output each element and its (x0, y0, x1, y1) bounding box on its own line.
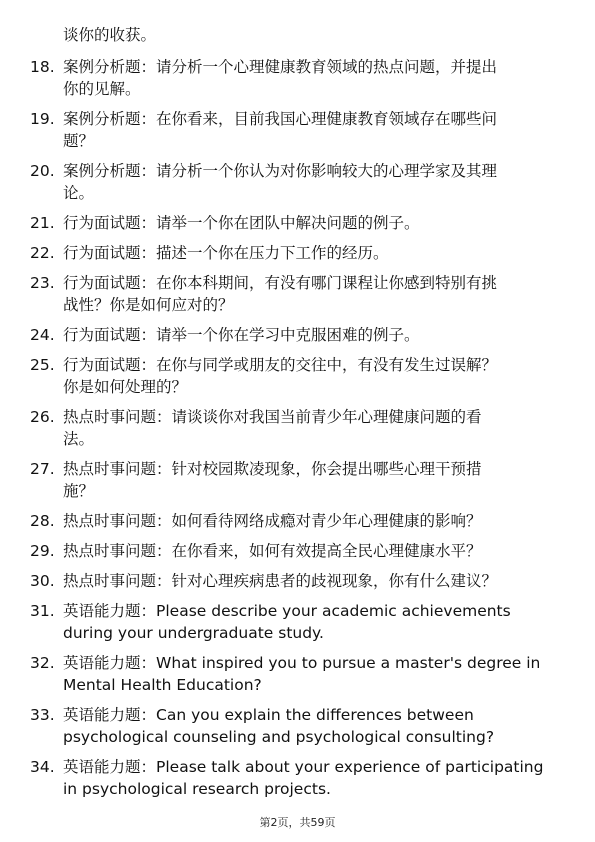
question-number: 32. (30, 654, 55, 672)
question-item (0, 242, 595, 264)
question-text: 行为面试题：请举一个你在学习中克服困难的例子。 (63, 326, 420, 344)
question-item (0, 652, 595, 696)
question-item (0, 108, 595, 152)
question-item (0, 160, 595, 204)
question-text: 行为面试题：请举一个你在团队中解决问题的例子。 (63, 214, 420, 232)
question-text: 热点时事问题：请谈谈你对我国当前青少年心理健康问题的看 法。 (63, 408, 482, 448)
question-item (0, 354, 595, 398)
question-text: 热点时事问题：在你看来，如何有效提高全民心理健康水平？ (63, 542, 482, 560)
question-number: 18. (30, 58, 55, 76)
question-number: 24. (30, 326, 55, 344)
question-item (0, 570, 595, 592)
question-text: 行为面试题：在你与同学或朋友的交往中，有没有发生过误解？ 你是如何处理的？ (63, 356, 498, 396)
question-item (0, 406, 595, 450)
question-item (0, 540, 595, 562)
continuation-text: 谈你的收获。 (63, 26, 157, 44)
question-item (0, 272, 595, 316)
question-number: 30. (30, 572, 55, 590)
question-number: 33. (30, 706, 55, 724)
question-item (0, 56, 595, 100)
question-text: 热点时事问题：针对心理疾病患者的歧视现象，你有什么建议？ (63, 572, 498, 590)
question-item (0, 458, 595, 502)
question-number: 28. (30, 512, 55, 530)
question-number: 26. (30, 408, 55, 426)
question-text: 英语能力题：What inspired you to pursue a master's degree in Mental Health Education? (63, 654, 541, 694)
question-number: 25. (30, 356, 55, 374)
question-item (0, 212, 595, 234)
question-list (0, 56, 595, 808)
question-item (0, 600, 595, 644)
question-text: 案例分析题：请分析一个心理健康教育领域的热点问题，并提出 你的见解。 (63, 58, 498, 98)
question-text: 热点时事问题：针对校园欺凌现象，你会提出哪些心理干预措 施？ (63, 460, 482, 500)
question-number: 21. (30, 214, 55, 232)
question-number: 34. (30, 758, 55, 776)
question-number: 27. (30, 460, 55, 478)
question-text: 行为面试题：在你本科期间，有没有哪门课程让你感到特别有挑 战性？你是如何应对的？ (63, 274, 498, 314)
question-number: 31. (30, 602, 55, 620)
question-item (0, 510, 595, 532)
question-text: 案例分析题：请分析一个你认为对你影响较大的心理学家及其理 论。 (63, 162, 498, 202)
question-item (0, 756, 595, 800)
question-text: 行为面试题：描述一个你在压力下工作的经历。 (63, 244, 389, 262)
question-number: 29. (30, 542, 55, 560)
question-text: 英语能力题：Please describe your academic achievements during your undergraduate study. (63, 602, 511, 642)
question-text: 英语能力题：Please talk about your experience of participating in psychological research projects. (63, 758, 544, 798)
page-footer: 第2页，共59页 (259, 816, 336, 829)
question-item (0, 324, 595, 346)
question-number: 23. (30, 274, 55, 292)
question-number: 19. (30, 110, 55, 128)
question-text: 案例分析题：在你看来，目前我国心理健康教育领域存在哪些问 题？ (63, 110, 498, 150)
question-text: 英语能力题：Can you explain the differences between psychological counseling and psychological consulting? (63, 706, 495, 746)
question-number: 22. (30, 244, 55, 262)
question-number: 20. (30, 162, 55, 180)
question-item (0, 704, 595, 748)
question-text: 热点时事问题：如何看待网络成瘾对青少年心理健康的影响？ (63, 512, 482, 530)
